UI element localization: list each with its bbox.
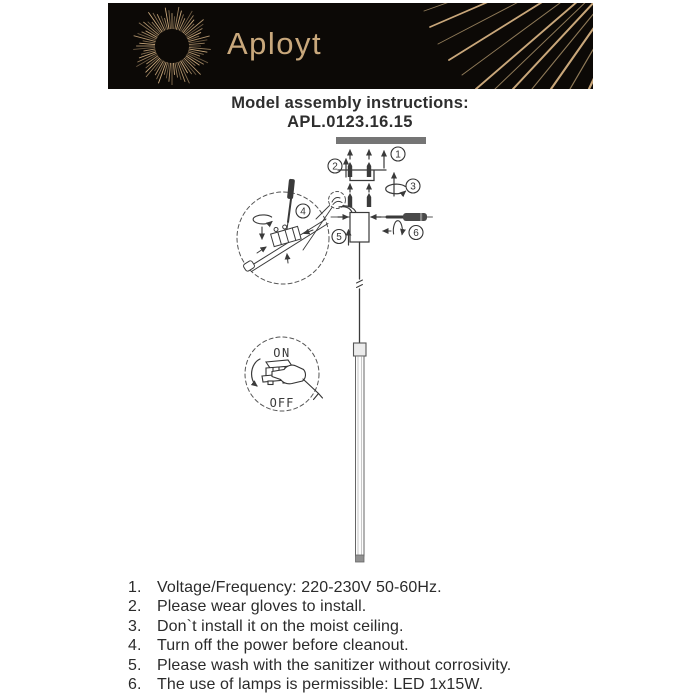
- instruction-number: 3.: [128, 617, 142, 635]
- instruction-number: 2.: [128, 598, 142, 616]
- instruction-text: The use of lamps is permissible: LED 1x15W.: [157, 676, 484, 694]
- instruction-item: [128, 636, 628, 655]
- instruction-text: Please wash with the sanitizer without corrosivity.: [157, 656, 512, 674]
- lamp-tube: [354, 343, 367, 562]
- screw-icon: [348, 150, 371, 177]
- power-switch-detail-circle: [245, 337, 323, 411]
- instruction-item: [128, 597, 628, 616]
- step-5-badge: [332, 230, 346, 244]
- instruction-item: [128, 578, 628, 597]
- header-banner: [108, 3, 593, 89]
- instruction-text: Please wear gloves to install.: [157, 598, 367, 616]
- instruction-number: 5.: [128, 656, 142, 674]
- brand-name: Aployt: [227, 26, 323, 61]
- starburst-icon: [133, 7, 211, 85]
- canopy: [350, 213, 369, 243]
- rays-decoration-icon: [424, 3, 593, 89]
- svg-text:1: 1: [395, 149, 401, 161]
- step-2-badge: [328, 159, 342, 173]
- step-4-badge: [296, 204, 310, 218]
- rotation-arrow-icon: [386, 173, 406, 196]
- off-label: OFF: [269, 396, 295, 410]
- page-title: Model assembly instructions:: [231, 94, 469, 112]
- tube-end-cap: [356, 555, 365, 562]
- svg-text:5: 5: [336, 232, 342, 244]
- instruction-item: [128, 675, 628, 694]
- screwdriver-icon: [377, 213, 427, 221]
- svg-text:2: 2: [332, 161, 338, 173]
- mounting-bracket: [338, 170, 386, 181]
- step-6-badge: [409, 226, 423, 240]
- banner-art: [108, 3, 593, 89]
- step-3-badge: [406, 179, 420, 193]
- instruction-text: Turn off the power before cleanout.: [157, 637, 409, 655]
- instruction-text: Voltage/Frequency: 220-230V 50-60Hz.: [157, 579, 442, 596]
- instruction-item: [128, 656, 628, 675]
- screw-icon: [348, 184, 371, 207]
- assembly-diagram: [230, 130, 445, 575]
- rotation-arrow-icon: [383, 221, 402, 235]
- instruction-number: 6.: [128, 676, 142, 694]
- ceiling-plate: [336, 137, 426, 144]
- on-label: ON: [273, 346, 291, 360]
- svg-text:4: 4: [300, 206, 306, 218]
- pendant-wire: [357, 242, 363, 343]
- tube-connector: [354, 343, 367, 356]
- instruction-text: Don`t install it on the moist ceiling.: [157, 617, 404, 635]
- instruction-number: 1.: [128, 579, 142, 596]
- svg-text:3: 3: [410, 181, 416, 193]
- instructions-list: [128, 578, 628, 694]
- instruction-number: 4.: [128, 637, 142, 655]
- model-number: APL.0123.16.15: [287, 113, 413, 131]
- step-1-badge: [391, 147, 405, 161]
- svg-text:6: 6: [413, 228, 419, 240]
- instruction-item: [128, 617, 628, 636]
